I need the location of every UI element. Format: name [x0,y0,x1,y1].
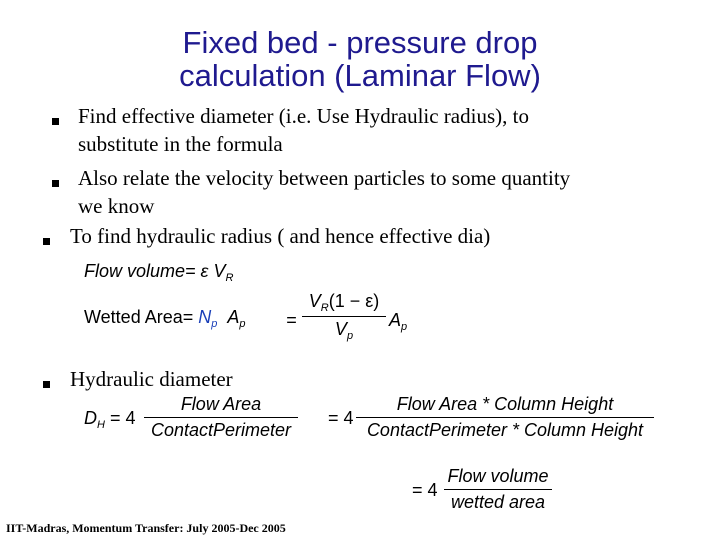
column-height-fraction: Flow Area * Column Height ContactPerimeter * Column Height [356,394,654,441]
flow-volume-equation: Flow volume= ε $V_R$ [84,261,234,284]
equals-four: = 4 [328,408,354,428]
bullet-marker [52,180,59,187]
flow-area-fraction: Flow Area ContactPerimeter [144,394,298,441]
bullet-2-line-1: Also relate the velocity between particles to some quantity [78,166,571,190]
bullet-marker [52,118,59,125]
equals-four-2: = 4 [412,480,438,500]
bullet-2-text [78,164,570,220]
bullet-1-line-2: substitute in the formula [78,132,283,156]
title-line-1: Fixed bed - pressure drop [182,25,538,60]
slide-title [0,26,720,92]
bullet-marker [43,238,50,245]
hydraulic-diameter-lhs: $D_H = 4$ [84,408,136,431]
fraction-numerator: $V_R(1 - \varepsilon)$ [302,291,386,317]
velocity-ratio-fraction [302,291,386,342]
bullet-2-line-2: we know [78,194,155,218]
bullet-marker [43,381,50,388]
bullet-1-text [78,102,529,158]
equals-sign: = [286,310,297,330]
bullet-1-line-1: Find effective diameter (i.e. Use Hydraulic radius), to [78,104,529,128]
bullet-3-text: To find hydraulic radius ( and hence effective dia) [70,224,491,248]
wetted-area-equation: Wetted Area= $N_p$ $A_p$ [84,307,246,330]
title-line-2: calculation (Laminar Flow) [179,58,541,93]
flow-volume-fraction: Flow volume wetted area [444,466,552,513]
area-term: $A_p$ [389,310,408,333]
slide-footer: IIT-Madras, Momentum Transfer: July 2005-Dec 2005 [6,521,286,535]
bullet-4-text: Hydraulic diameter [70,367,233,391]
fraction-denominator: $V_p$ [334,319,354,342]
